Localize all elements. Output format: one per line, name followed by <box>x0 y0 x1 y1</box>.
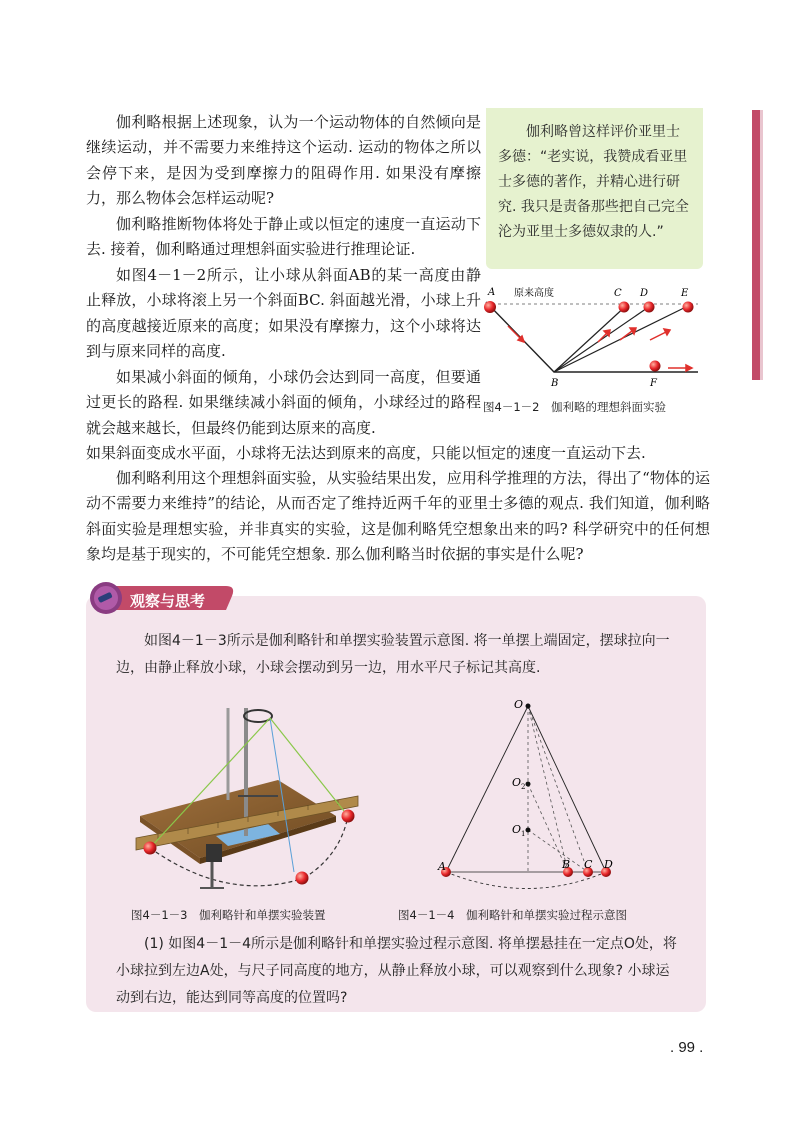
ball-d <box>644 302 655 313</box>
ball-c <box>619 302 630 313</box>
pendulum-ball-right <box>342 810 355 823</box>
label-original-height: 原来高度 <box>514 288 554 299</box>
label-o1-sub: 1 <box>521 830 526 838</box>
figure-4-1-2-caption: 图4－1－2 伽利略的理想斜面实验 <box>483 400 666 414</box>
figure-4-1-3 <box>128 688 368 898</box>
paragraph-2: 伽利略推断物体将处于静止或以恒定的速度一直运动下去. 接着，伽利略通过理想斜面实验进行推理论证. <box>86 215 481 259</box>
ball-e <box>683 302 694 313</box>
question-1: (1) 如图4－1－4所示是伽利略针和单摆实验过程示意图. 将单摆悬挂在一定点O处，将小球拉到左边A处，与尺子同高度的地方，从静止释放小球，可以观察到什么现象? 小球运动到右边，能达到同等高度的位置吗? <box>116 936 677 1006</box>
label-e: E <box>681 288 689 299</box>
figure-4-1-4-caption: 图4－1－4 伽利略针和单摆实验过程示意图 <box>398 908 627 922</box>
paragraph-4: 如果减小斜面的倾角，小球仍会达到同一高度，但要通过更长的路程. 如果继续减小斜面的倾角，小球经过的路程就会越来越长，但最终仍能到达原来的高度. <box>86 368 481 437</box>
figure-4-1-2 <box>478 280 708 392</box>
label-c: C <box>614 288 622 299</box>
figure-4-1-3-caption: 图4－1－3 伽利略针和单摆实验装置 <box>131 908 326 922</box>
label-a: A <box>488 287 496 298</box>
label-o2: O <box>512 776 522 789</box>
label-b: B <box>562 858 571 871</box>
paragraph-5: 伽利略利用这个理想斜面实验，从实验结果出发，应用科学推理的方法，得出了“物体的运动不需要力来维持”的结论，从而否定了维持近两千年的亚里士多德的观点. 我们知道，伽利略斜面实验是理想实验，并非真实的实验，这是伽利略凭空想象出来的吗? 科学研究中的任何想象均是基于现实的，不可能凭空想象. 那么伽利略当时依据的事实是什么呢? <box>86 469 710 564</box>
label-d: D <box>604 858 613 871</box>
chapter-tab-edge <box>760 110 763 380</box>
chapter-tab <box>752 110 760 380</box>
paragraph-4b: 如果斜面变成水平面，小球将无法达到原来的高度，只能以恒定的速度一直运动下去. <box>86 444 646 462</box>
slope-bc <box>554 304 628 372</box>
label-b: B <box>551 378 559 389</box>
c-clamp <box>206 844 222 862</box>
ball-a <box>484 301 496 313</box>
ball-f <box>650 361 661 372</box>
pendulum-ball-bottom <box>296 872 309 885</box>
box-title: 观察与思考 <box>130 592 206 610</box>
label-o: O <box>514 698 524 711</box>
slope-bd <box>554 304 653 372</box>
paragraph-3: 如图4－1－2所示，让小球从斜面AB的某一高度由静止释放，小球将滚上另一个斜面BC. 斜面越光滑，小球上升的高度越接近原来的高度；如果没有摩擦力，这个小球将达到与原来同样的高度. <box>86 266 481 361</box>
label-a: A <box>438 860 446 873</box>
page-number: . 99 . <box>670 1039 704 1056</box>
label-d: D <box>640 288 649 299</box>
label-o2-sub: 2 <box>521 783 526 791</box>
label-c: C <box>584 858 593 871</box>
box-intro: 如图4－1－3所示是伽利略针和单摆实验装置示意图. 将一单摆上端固定，摆球拉向一边，由静止释放小球，小球会摆动到另一边，用水平尺子标记其高度. <box>116 633 670 676</box>
label-f: F <box>650 378 657 389</box>
label-o1: O <box>512 823 522 836</box>
pendulum-ball-left <box>144 842 157 855</box>
sidenote: 伽利略曾这样评价亚里士多德：“老实说，我赞成看亚里士多德的著作，并精心进行研究. 我只是责备那些把自己完全沦为亚里士多德奴隶的人.” <box>486 108 703 269</box>
paragraph-1: 伽利略根据上述现象，认为一个运动物体的自然倾向是继续运动，并不需要力来维持这个运动. 运动的物体之所以会停下来，是因为受到摩擦力的阻碍作用. 如果没有摩擦力，那么物体会怎样运动呢? <box>86 113 481 208</box>
figure-4-1-4 <box>428 690 628 890</box>
